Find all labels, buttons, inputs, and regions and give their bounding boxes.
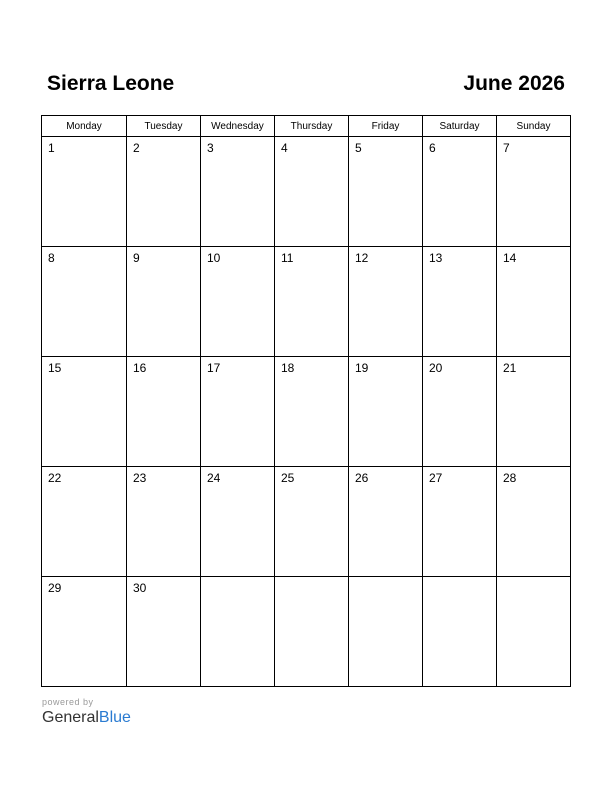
- day-cell: [127, 137, 201, 247]
- day-number: 21: [503, 361, 517, 375]
- day-number: 4: [281, 141, 288, 155]
- day-cell: [201, 467, 275, 577]
- day-cell: [42, 467, 127, 577]
- day-number: 18: [281, 361, 295, 375]
- week-row: [42, 247, 571, 357]
- day-cell: [42, 577, 127, 687]
- day-number: 8: [48, 251, 55, 265]
- day-cell: [349, 247, 423, 357]
- day-cell: [275, 357, 349, 467]
- day-number: 9: [133, 251, 140, 265]
- day-number: 6: [429, 141, 436, 155]
- day-cell: [349, 357, 423, 467]
- day-cell: [423, 577, 497, 687]
- day-number: 12: [355, 251, 369, 265]
- day-cell: [349, 467, 423, 577]
- week-row: [42, 357, 571, 467]
- day-number: 25: [281, 471, 295, 485]
- day-number: 22: [48, 471, 62, 485]
- weekday-friday: Friday: [349, 116, 423, 137]
- day-number: 20: [429, 361, 443, 375]
- day-number: 14: [503, 251, 517, 265]
- weekday-thursday: Thursday: [275, 116, 349, 137]
- day-number: 17: [207, 361, 221, 375]
- week-row: [42, 137, 571, 247]
- day-number: 10: [207, 251, 221, 265]
- brand-general: General: [42, 709, 99, 726]
- day-number: 15: [48, 361, 62, 375]
- weekday-sunday: Sunday: [497, 116, 571, 137]
- day-cell: [201, 137, 275, 247]
- weekday-wednesday: Wednesday: [201, 116, 275, 137]
- day-cell: [127, 577, 201, 687]
- day-number: [349, 577, 422, 581]
- country-title: Sierra Leone: [47, 72, 175, 95]
- day-number: [275, 577, 348, 581]
- day-cell: [497, 247, 571, 357]
- day-number: [423, 577, 496, 581]
- day-cell: [201, 357, 275, 467]
- day-cell: [275, 247, 349, 357]
- day-cell: [423, 357, 497, 467]
- day-number: 30: [133, 581, 147, 595]
- weekday-monday: Monday: [42, 116, 127, 137]
- weekday-header-row: [42, 116, 571, 137]
- calendar-grid: [41, 115, 571, 687]
- day-cell: [42, 357, 127, 467]
- day-cell: [497, 357, 571, 467]
- day-number: 11: [281, 251, 294, 265]
- day-cell: [127, 247, 201, 357]
- day-cell: [423, 247, 497, 357]
- day-number: 5: [355, 141, 362, 155]
- day-number: 29: [48, 581, 62, 595]
- day-number: [201, 577, 274, 581]
- day-cell: [275, 577, 349, 687]
- day-number: 26: [355, 471, 369, 485]
- day-cell: [127, 467, 201, 577]
- day-cell: [497, 577, 571, 687]
- day-cell: [497, 137, 571, 247]
- generalblue-logo[interactable]: [42, 708, 131, 728]
- day-number: 23: [133, 471, 147, 485]
- day-number: 19: [355, 361, 369, 375]
- weekday-tuesday: Tuesday: [127, 116, 201, 137]
- weekday-saturday: Saturday: [423, 116, 497, 137]
- day-number: 24: [207, 471, 221, 485]
- week-row: [42, 577, 571, 687]
- day-number: 3: [207, 141, 214, 155]
- week-row: [42, 467, 571, 577]
- day-cell: [423, 137, 497, 247]
- day-cell: [127, 357, 201, 467]
- day-cell: [275, 137, 349, 247]
- day-cell: [42, 137, 127, 247]
- month-year-title: June 2026: [463, 72, 565, 95]
- day-cell: [201, 577, 275, 687]
- day-cell: [201, 247, 275, 357]
- day-number: 28: [503, 471, 517, 485]
- day-cell: [42, 247, 127, 357]
- day-number: 27: [429, 471, 443, 485]
- day-number: 2: [133, 141, 140, 155]
- footer-branding: [42, 697, 131, 728]
- day-cell: [497, 467, 571, 577]
- day-number: [497, 577, 570, 581]
- powered-by-label: powered by: [42, 697, 94, 707]
- day-cell: [423, 467, 497, 577]
- day-number: 7: [503, 141, 510, 155]
- day-number: 1: [48, 141, 55, 155]
- day-cell: [275, 467, 349, 577]
- day-cell: [349, 137, 423, 247]
- day-number: 13: [429, 251, 443, 265]
- brand-blue: Blue: [98, 709, 131, 726]
- day-number: 16: [133, 361, 147, 375]
- day-cell: [349, 577, 423, 687]
